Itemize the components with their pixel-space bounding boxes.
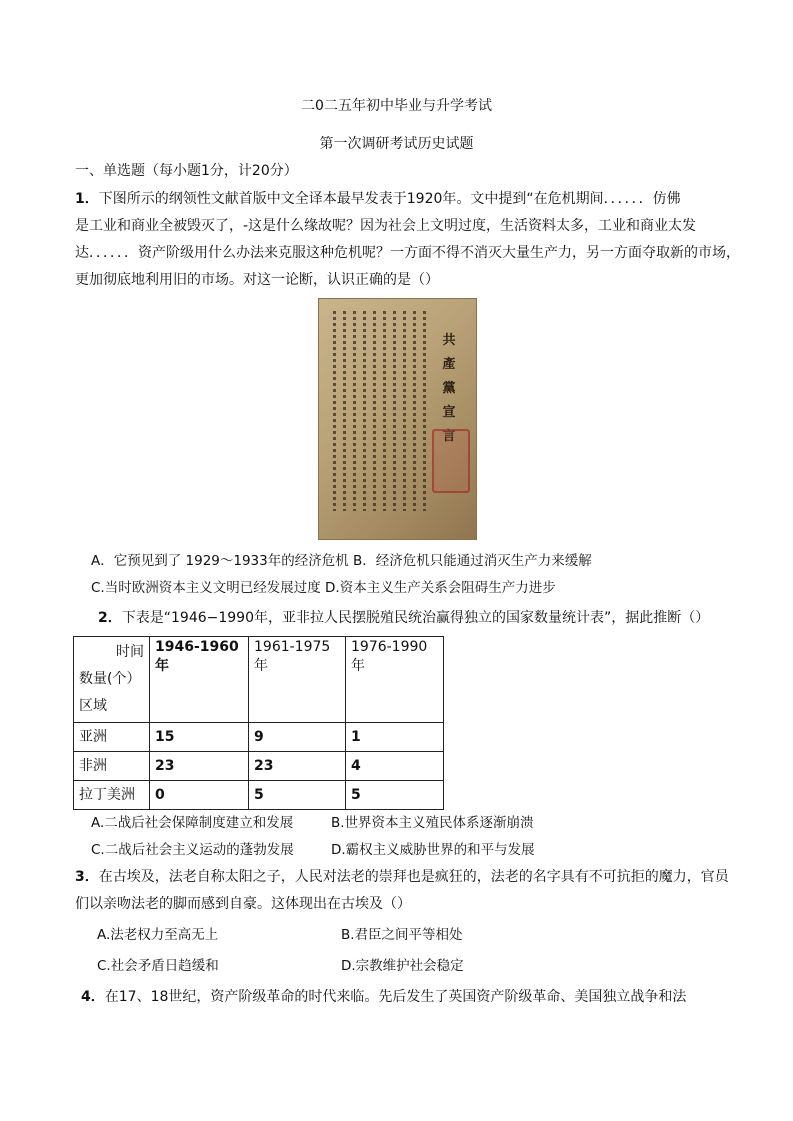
table-cell: 5: [346, 781, 444, 810]
question-1-number: 1．: [75, 191, 99, 207]
section-heading: 一、单选题（每小题1分，计20分）: [75, 163, 298, 179]
question-1-line-1: 1．下图所示的纲领性文献首版中文全译本最早发表于1920年。文中提到“在危机期间．．．．．．仿佛: [75, 191, 681, 207]
question-3-number: 3．: [75, 869, 99, 885]
manifesto-cover-title: 共產黨宣言: [442, 333, 456, 444]
question-3-option-c[interactable]: C.社会矛盾日趋缓和: [97, 958, 219, 974]
table-corner-cell: 时间 数量(个）区域: [74, 637, 150, 723]
question-2-number: 2．: [98, 610, 122, 626]
table-cell: 9: [249, 723, 346, 752]
table-cell: 0: [150, 781, 249, 810]
question-2-option-a[interactable]: A.二战后社会保障制度建立和发展: [91, 815, 294, 831]
table-region-cell: 亚洲: [74, 723, 150, 752]
table-row: [74, 781, 444, 810]
table-column-header: 1976-1990年: [346, 637, 444, 723]
independence-table: [73, 636, 444, 810]
table-cell: 5: [249, 781, 346, 810]
exam-title: 二0二五年初中毕业与升学考试: [301, 98, 492, 114]
question-1-options-cd[interactable]: C.当时欧洲资本主义文明已经发展过度 D.资本主义生产关系会阻碍生产力进步: [91, 580, 556, 596]
table-header-row: [74, 637, 444, 723]
table-row: [74, 723, 444, 752]
question-3-line-1: 3．在古埃及，法老自称太阳之子，人民对法老的崇拜也是疯狂的，法老的名字具有不可抗拒的魔力，官员: [75, 869, 729, 885]
table-row: [74, 752, 444, 781]
question-4-number: 4．: [81, 989, 105, 1005]
question-2-option-d[interactable]: D.霸权主义威胁世界的和平与发展: [331, 842, 535, 858]
table-column-header: 1946-1960年: [150, 637, 249, 723]
question-3-option-a[interactable]: A.法老权力至高无上: [97, 927, 219, 943]
table-column-header: 1961-1975年: [249, 637, 346, 723]
question-1-line-2: 是工业和商业全被毁灭了，-这是什么缘故呢？因为社会上文明过度，生活资料太多，工业和商业太发: [75, 218, 697, 234]
table-cell: 23: [150, 752, 249, 781]
table-cell: 1: [346, 723, 444, 752]
seal-stamp: [432, 429, 470, 493]
manifesto-cover-image: [318, 298, 477, 540]
question-2-option-b[interactable]: B.世界资本主义殖民体系逐渐崩溃: [331, 815, 534, 831]
question-2-option-c[interactable]: C.二战后社会主义运动的蓬勃发展: [91, 842, 294, 858]
question-4-line-1: 4．在17、18世纪，资产阶级革命的时代来临。先后发生了英国资产阶级革命、美国独立战争和法: [81, 989, 687, 1005]
table-cell: 4: [346, 752, 444, 781]
question-1-options-ab[interactable]: A．它预见到了 1929～1933年的经济危机 B．经济危机只能通过消灭生产力来缓解: [91, 553, 592, 569]
question-3-line-2: 们以亲吻法老的脚而感到自豪。这体现出在古埃及（）: [75, 896, 411, 912]
question-2-line-1: 2．下表是“1946−1990年，亚非拉人民摆脱殖民统治赢得独立的国家数量统计表”，据此推断（）: [98, 610, 710, 626]
table-region-cell: 拉丁美洲: [74, 781, 150, 810]
question-3-option-d[interactable]: D.宗教维护社会稳定: [341, 958, 464, 974]
question-1-line-4: 更加彻底地利用旧的市场。对这一论断，认识正确的是（）: [75, 272, 439, 288]
table-region-cell: 非洲: [74, 752, 150, 781]
question-3-option-b[interactable]: B.君臣之间平等相处: [341, 927, 463, 943]
exam-subtitle: 第一次调研考试历史试题: [319, 136, 474, 152]
question-1-line-3: 达．．．．．．资产阶级用什么办法来克服这种危机呢？一方面不得不消灭大量生产力，另一方面夺取新的市场，: [75, 245, 740, 261]
table-cell: 15: [150, 723, 249, 752]
table-cell: 23: [249, 752, 346, 781]
